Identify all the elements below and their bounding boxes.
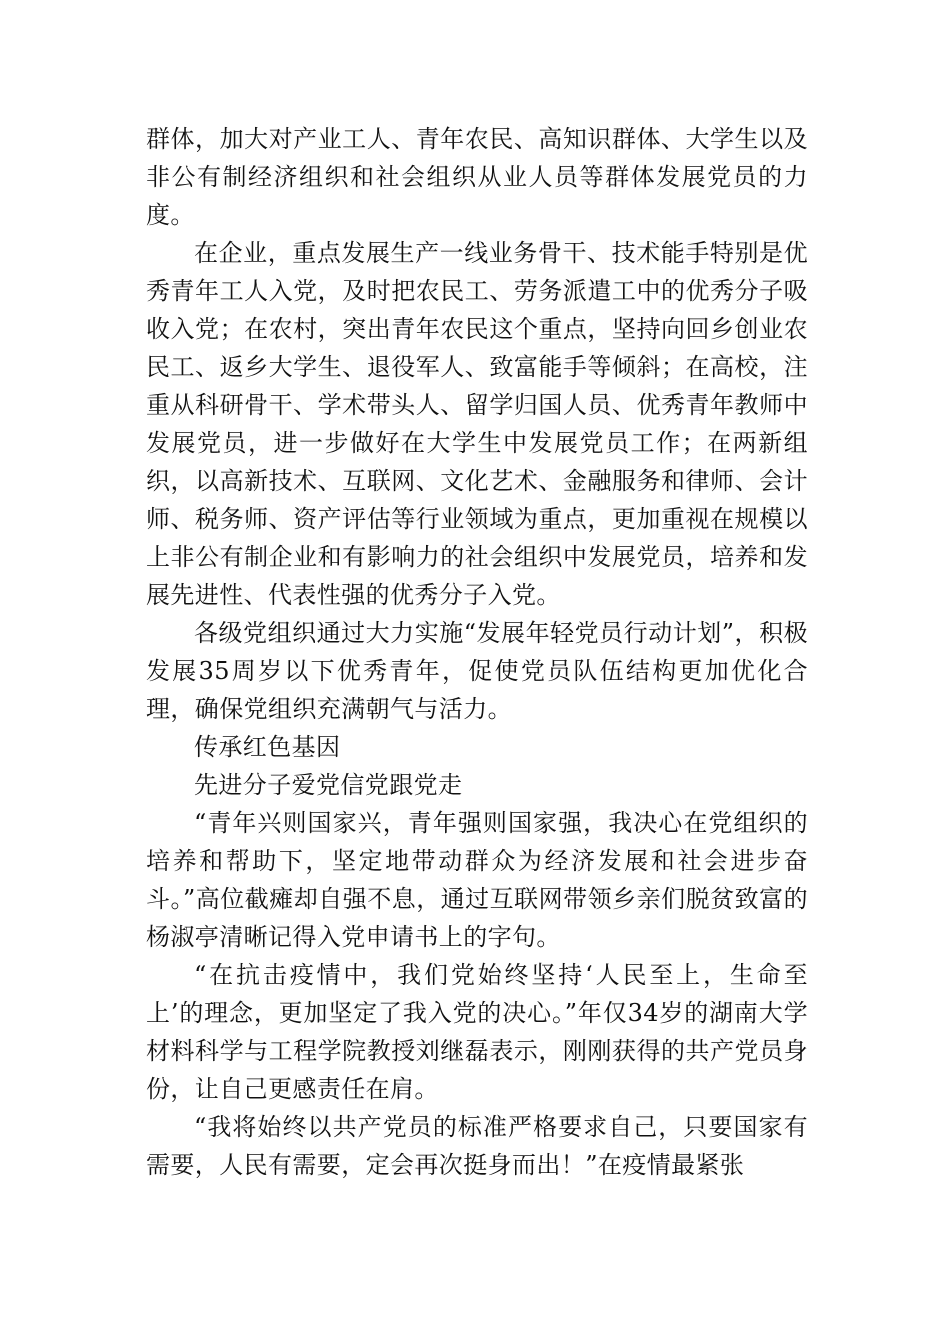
document-page [146, 120, 808, 1184]
paragraph-continuation: 群体，加大对产业工人、青年农民、高知识群体、大学生以及非公有制经济组织和社会组织从业人员等群体发展党员的力度。 [146, 125, 808, 229]
paragraph-liu-jilei-quote: “在抗击疫情中，我们党始终坚持‘人民至上，生命至上’的理念，更加坚定了我入党的决心。”年仅34岁的湖南大学材料科学与工程学院教授刘继磊表示，刚刚获得的共产党员身份，让自己更感责任在肩。 [146, 961, 808, 1103]
section-subheading: 先进分子爱党信党跟党走 [194, 771, 463, 799]
paragraph-enterprise-rural-campus: 在企业，重点发展生产一线业务骨干、技术能手特别是优秀青年工人入党，及时把农民工、劳务派遣工中的优秀分子吸收入党；在农村，突出青年农民这个重点，坚持向回乡创业农民工、返乡大学生、退役军人、致富能手等倾斜；在高校，注重从科研骨干、学术带头人、留学归国人员、优秀青年教师中发展党员，进一步做好在大学生中发展党员工作；在两新组织，以高新技术、互联网、文化艺术、金融服务和律师、会计师、税务师、资产评估等行业领域为重点，更加重视在规模以上非公有制企业和有影响力的社会组织中发展党员，培养和发展先进性、代表性强的优秀分子入党。 [146, 239, 808, 609]
section-heading-red-gene: 传承红色基因 [194, 733, 341, 761]
paragraph-final-quote: “我将始终以共产党员的标准严格要求自己，只要国家有需要，人民有需要，定会再次挺身而出！”在疫情最紧张 [146, 1113, 808, 1179]
paragraph-yang-shuting-quote: “青年兴则国家兴，青年强则国家强，我决心在党组织的培养和帮助下，坚定地带动群众为经济发展和社会进步奋斗。”高位截瘫却自强不息，通过互联网带领乡亲们脱贫致富的杨淑亭清晰记得入党申请书上的字句。 [146, 809, 808, 951]
paragraph-youth-action-plan: 各级党组织通过大力实施“发展年轻党员行动计划”，积极发展35周岁以下优秀青年，促使党员队伍结构更加优化合理，确保党组织充满朝气与活力。 [146, 619, 808, 723]
